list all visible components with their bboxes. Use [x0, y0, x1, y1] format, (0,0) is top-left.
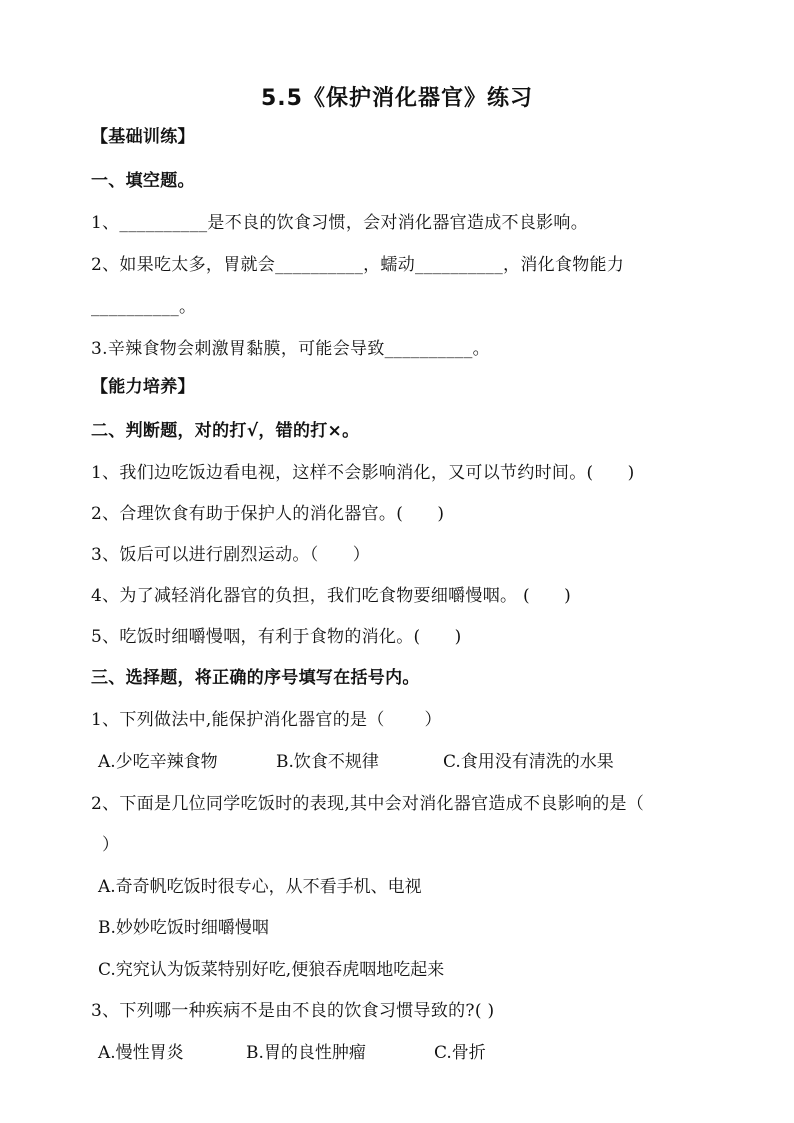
choice-q3-option-b: B.胃的良性肿瘤 [246, 1043, 366, 1063]
choice-question-2-stem-line2: ） [102, 835, 120, 855]
part1-heading: 一、填空题。 [91, 171, 195, 191]
fill-question-2-line1: 2、如果吃太多，胃就会__________，蠕动__________，消化食物能力 [91, 255, 625, 275]
choice-q1-option-a: A.少吃辛辣食物 [98, 752, 218, 772]
judge-item-3: 3、饭后可以进行剧烈运动。（ ） [91, 545, 371, 565]
part3-heading: 三、选择题，将正确的序号填写在括号内。 [91, 668, 420, 688]
choice-q3-option-c: C.骨折 [434, 1043, 486, 1063]
judge-item-4: 4、为了减轻消化器官的负担，我们吃食物要细嚼慢咽。 ( ) [91, 586, 572, 606]
judge-item-2: 2、合理饮食有助于保护人的消化器官。( ) [91, 504, 445, 524]
choice-q2-option-c: C.究究认为饭菜特别好吃,便狼吞虎咽地吃起来 [98, 960, 445, 980]
choice-question-2-stem-line1: 2、下面是几位同学吃饭时的表现,其中会对消化器官造成不良影响的是（ [91, 794, 645, 814]
choice-question-1-stem: 1、下列做法中,能保护消化器官的是（ ） [91, 710, 442, 730]
choice-q3-option-a: A.慢性胃炎 [98, 1043, 184, 1063]
section-ability-heading: 【能力培养】 [91, 377, 195, 397]
choice-q2-option-a: A.奇奇帆吃饭时很专心，从不看手机、电视 [98, 877, 422, 897]
part2-heading: 二、判断题，对的打√，错的打×。 [91, 421, 360, 441]
section-basic-heading: 【基础训练】 [91, 127, 195, 147]
choice-q2-option-b: B.妙妙吃饭时细嚼慢咽 [98, 918, 269, 938]
choice-q1-option-b: B.饮食不规律 [276, 752, 379, 772]
fill-question-3: 3.辛辣食物会刺激胃黏膜，可能会导致__________。 [91, 339, 490, 359]
choice-question-3-stem: 3、下列哪一种疾病不是由不良的饮食习惯导致的?( ) [91, 1001, 495, 1021]
judge-item-5: 5、吃饭时细嚼慢咽，有利于食物的消化。( ) [91, 627, 462, 647]
choice-q1-option-c: C.食用没有清洗的水果 [443, 752, 614, 772]
fill-question-2-line2: __________。 [91, 297, 197, 317]
fill-question-1: 1、__________是不良的饮食习惯，会对消化器官造成不良影响。 [91, 213, 589, 233]
page-title: 5.5《保护消化器官》练习 [261, 86, 533, 111]
judge-item-1: 1、我们边吃饭边看电视，这样不会影响消化，又可以节约时间。( ) [91, 463, 635, 483]
